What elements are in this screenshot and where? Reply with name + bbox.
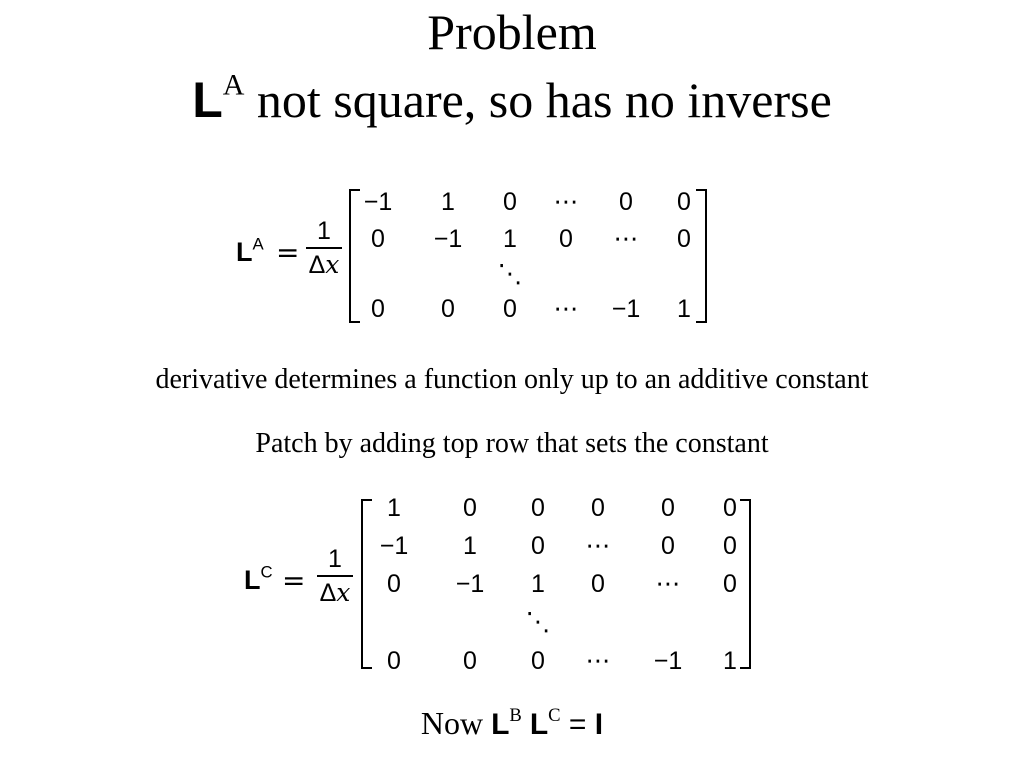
matrix-cell: ⋯	[585, 532, 611, 560]
matrix-lc	[244, 494, 764, 675]
equation-la-equals: =	[276, 236, 300, 269]
matrix-cell: 0	[559, 225, 573, 253]
fraction-denominator: Δx	[319, 578, 351, 607]
matrix-cell: 0	[463, 647, 477, 675]
matrix-cell: 0	[591, 570, 605, 598]
matrix-cell: 0	[503, 188, 517, 216]
matrix-cell: 0	[531, 494, 545, 522]
subtitle-matrix-superscript: A	[222, 68, 245, 102]
equation-lc	[244, 494, 764, 675]
matrix-cell: ⋯	[655, 570, 681, 598]
conclusion-prefix: Now	[420, 705, 492, 741]
matrix-cell: 0	[661, 532, 675, 560]
slide-title: Problem	[427, 4, 597, 60]
matrix-la	[236, 186, 716, 326]
matrix-cell: ⋯	[613, 225, 639, 253]
equation-lc-equals: =	[282, 564, 306, 597]
matrix-cell: ⋱	[525, 608, 551, 636]
matrix-cell: 0	[677, 225, 691, 253]
fraction-numerator: 1	[317, 217, 331, 245]
matrix-cell: 0	[723, 532, 737, 560]
matrix-cell: 1	[503, 225, 517, 253]
matrix-cell: 0	[371, 225, 385, 253]
matrix-cell: 0	[723, 570, 737, 598]
slide-subtitle	[0, 68, 1024, 128]
conclusion-equals: =	[560, 708, 595, 741]
matrix-cell: ⋯	[553, 295, 579, 323]
matrix-cell: 1	[463, 532, 477, 560]
matrix-cell: 0	[441, 295, 455, 323]
matrix-cell: 0	[371, 295, 385, 323]
conclusion-lb: $L^B$	[491, 704, 522, 741]
matrix-cell: ⋯	[585, 647, 611, 675]
matrix-cell: 0	[503, 295, 517, 323]
matrix-cell: 1	[531, 570, 545, 598]
matrix-cell: 0	[531, 532, 545, 560]
subtitle-matrix-symbol: L	[192, 72, 223, 128]
fraction-denominator: Δx	[308, 250, 340, 279]
equation-la	[236, 186, 716, 326]
matrix-cell: −1	[433, 225, 463, 253]
matrix-cell: ⋯	[553, 188, 579, 216]
conclusion-identity: I	[594, 708, 604, 741]
matrix-cell: 1	[387, 494, 401, 522]
matrix-cell: 0	[387, 647, 401, 675]
equation-lc-label: $L^C$	[244, 562, 273, 595]
conclusion-line	[0, 703, 1024, 745]
matrix-cell: 0	[619, 188, 633, 216]
fraction-numerator: 1	[328, 545, 342, 573]
matrix-cell: −1	[611, 295, 641, 323]
matrix-cell: −1	[653, 647, 683, 675]
caption-patch: Patch by adding top row that sets the constant	[255, 428, 769, 459]
matrix-cell: 0	[531, 647, 545, 675]
subtitle-text: not square, so has no inverse	[244, 72, 832, 128]
matrix-cell: −1	[455, 570, 485, 598]
equation-la-label: $L^A$	[236, 234, 264, 267]
matrix-cell: 1	[677, 295, 691, 323]
matrix-cell: ⋱	[497, 260, 523, 288]
matrix-cell: −1	[379, 532, 409, 560]
matrix-cell: 0	[723, 494, 737, 522]
matrix-cell: 0	[463, 494, 477, 522]
matrix-cell: 0	[677, 188, 691, 216]
matrix-cell: 0	[591, 494, 605, 522]
caption-derivative: derivative determines a function only up to an additive constant	[155, 364, 869, 395]
conclusion-lc: $L^C$	[529, 704, 561, 741]
matrix-cell: −1	[363, 188, 393, 216]
matrix-cell: 0	[387, 570, 401, 598]
matrix-cell: 0	[661, 494, 675, 522]
matrix-cell: 1	[723, 647, 737, 675]
matrix-cell: 1	[441, 188, 455, 216]
